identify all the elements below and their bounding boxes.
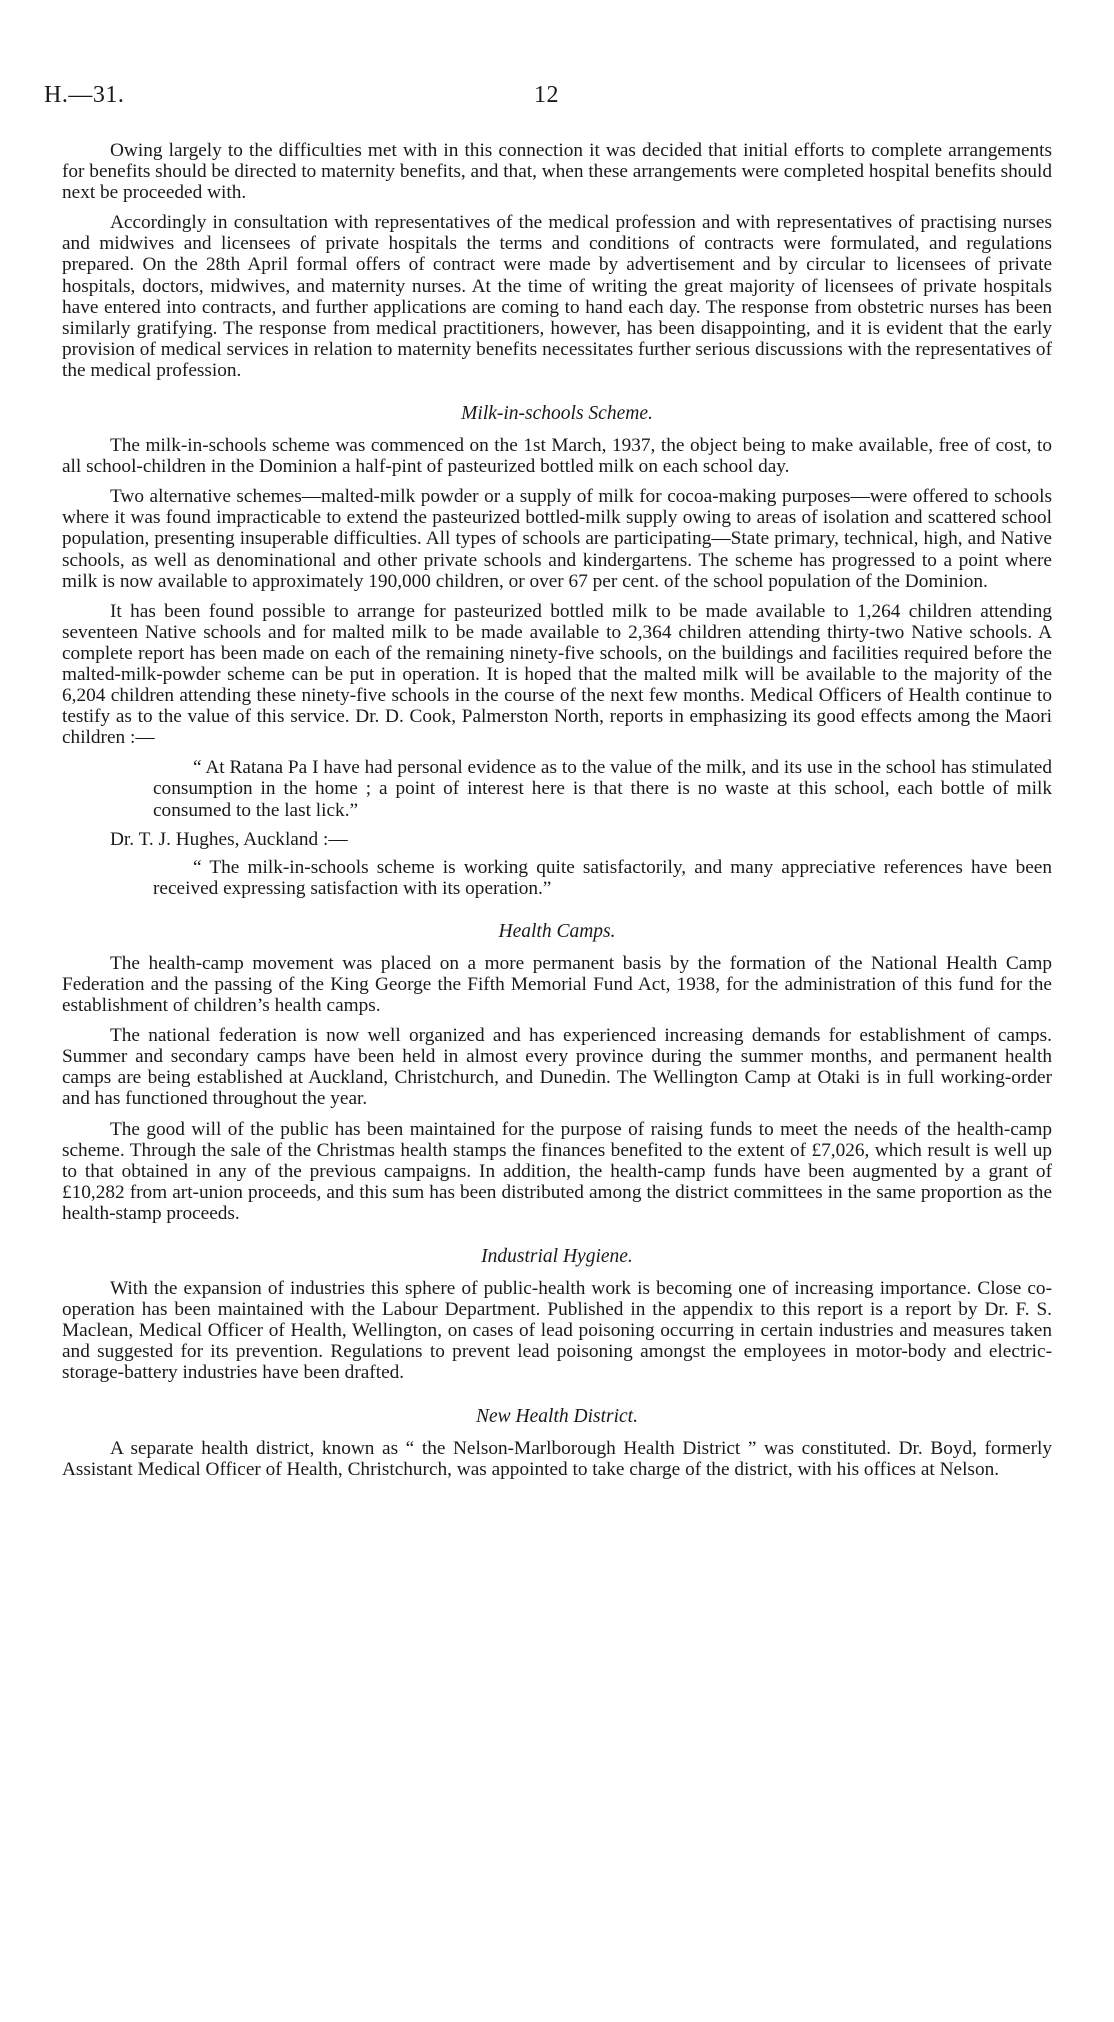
section-heading-district: New Health District. <box>476 1405 638 1427</box>
section-heading-industrial: Industrial Hygiene. <box>481 1246 633 1268</box>
report-reference: H.—31. <box>44 82 125 108</box>
page-number: 12 <box>534 82 559 108</box>
paragraph: The national federation is now well organized and has experienced increasing demands for establishment of camps. Summer and secondary camps have been held in almost every province during the summer months, and permanent health camps are being established at Auckland, Christchurch, and Dunedin. The Wellington Camp at Otaki is in full working-order and has functioned throughout the year. <box>62 1025 1052 1110</box>
paragraph: The good will of the public has been maintained for the purpose of raising funds to meet the needs of the health-camp scheme. Through the sale of the Christmas health stamps the finances benefited to the extent of £7,026, which result is well up to that obtained in any of the previous campaigns. In addition, the health-camp funds have been augmented by a grant of £10,282 from art-union proceeds, and this sum has been distributed among the district committees in the same proportion as the health-stamp proceeds. <box>62 1118 1052 1224</box>
section-heading-milk: Milk-in-schools Scheme. <box>461 403 653 425</box>
section-heading-camps: Health Camps. <box>498 920 616 942</box>
paragraph: The milk-in-schools scheme was commenced on the 1st March, 1937, the object being to make available, free of cost, to all school-children in the Dominion a half-pint of pasteurized bottled milk on each school day. <box>62 435 1052 478</box>
block-quote: “ At Ratana Pa I have had personal evidence as to the value of the milk, and its use in the school has stimulated consumption in the home ; a point of interest here is that there is no waste at this school, each bottle of milk consumed to the last lick.” <box>153 757 1052 821</box>
block-quote: “ The milk-in-schools scheme is working quite satisfactorily, and many appreciative references have been received expressing satisfaction with its operation.” <box>153 856 1052 899</box>
page-body <box>62 140 1052 1489</box>
paragraph: The health-camp movement was placed on a more permanent basis by the formation of the National Health Camp Federation and the passing of the King George the Fifth Memorial Fund Act, 1938, for the administration of this fund for the establishment of children’s health camps. <box>62 952 1052 1017</box>
quote-attribution: Dr. T. J. Hughes, Auckland :— <box>110 828 348 850</box>
paragraph: A separate health district, known as “ the Nelson-Marlborough Health District ” was constituted. Dr. Boyd, formerly Assistant Medical Officer of Health, Christchurch, was appointed to take charge of the district, with his offices at Nelson. <box>62 1437 1052 1480</box>
paragraph: Owing largely to the difficulties met with in this connection it was decided that initial efforts to complete arrangements for benefits should be directed to maternity benefits, and that, when these arrangements were completed hospital benefits should next be proceeded with. <box>62 140 1052 204</box>
paragraph: Accordingly in consultation with representatives of the medical profession and with representatives of practising nurses and midwives and licensees of private hospitals the terms and conditions of contracts were formulated, and regulations prepared. On the 28th April formal offers of contract were made by advertisement and by circular to licensees of private hospitals, doctors, midwives, and maternity nurses. At the time of writing the great majority of licensees of private hospitals have entered into contracts, and further applications are coming to hand each day. The response from obstetric nurses has been similarly gratifying. The response from medical practitioners, however, has been disappointing, and it is evident that the early provision of medical services in relation to maternity benefits necessitates further serious discussions with the representatives of the medical profession. <box>62 212 1052 381</box>
paragraph: Two alternative schemes—malted-milk powder or a supply of milk for cocoa-making purposes—were offered to schools where it was found impracticable to extend the pasteurized bottled-milk supply owing to areas of isolation and scattered school population, presenting insuperable difficulties. All types of schools are participating—State primary, technical, high, and Native schools, as well as denominational and other private schools and kindergartens. The scheme has progressed to a point where milk is now available to approximately 190,000 children, or over 67 per cent. of the school population of the Dominion. <box>62 486 1052 592</box>
paragraph: With the expansion of industries this sphere of public-health work is becoming one of increasing importance. Close co-operation has been maintained with the Labour Department. Published in the appendix to this report is a report by Dr. F. S. Maclean, Medical Officer of Health, Wellington, on cases of lead poisoning occurring in certain industries and measures taken and suggested for its prevention. Regulations to prevent lead poisoning amongst the employees in motor-body and electric-storage-battery industries have been drafted. <box>62 1278 1052 1384</box>
paragraph: It has been found possible to arrange for pasteurized bottled milk to be made available to 1,264 children attending seventeen Native schools and for malted milk to be made available to 2,364 children attending thirty-two Native schools. A complete report has been made on each of the remaining ninety-five schools, on the buildings and facilities required before the malted-milk-powder scheme can be put in operation. It is hoped that the malted milk will be available to the majority of the 6,204 children attending these ninety-five schools in the course of the next few months. Medical Officers of Health continue to testify as to the value of this service. Dr. D. Cook, Palmerston North, reports in emphasizing its good effects among the Maori children :— <box>62 600 1052 749</box>
